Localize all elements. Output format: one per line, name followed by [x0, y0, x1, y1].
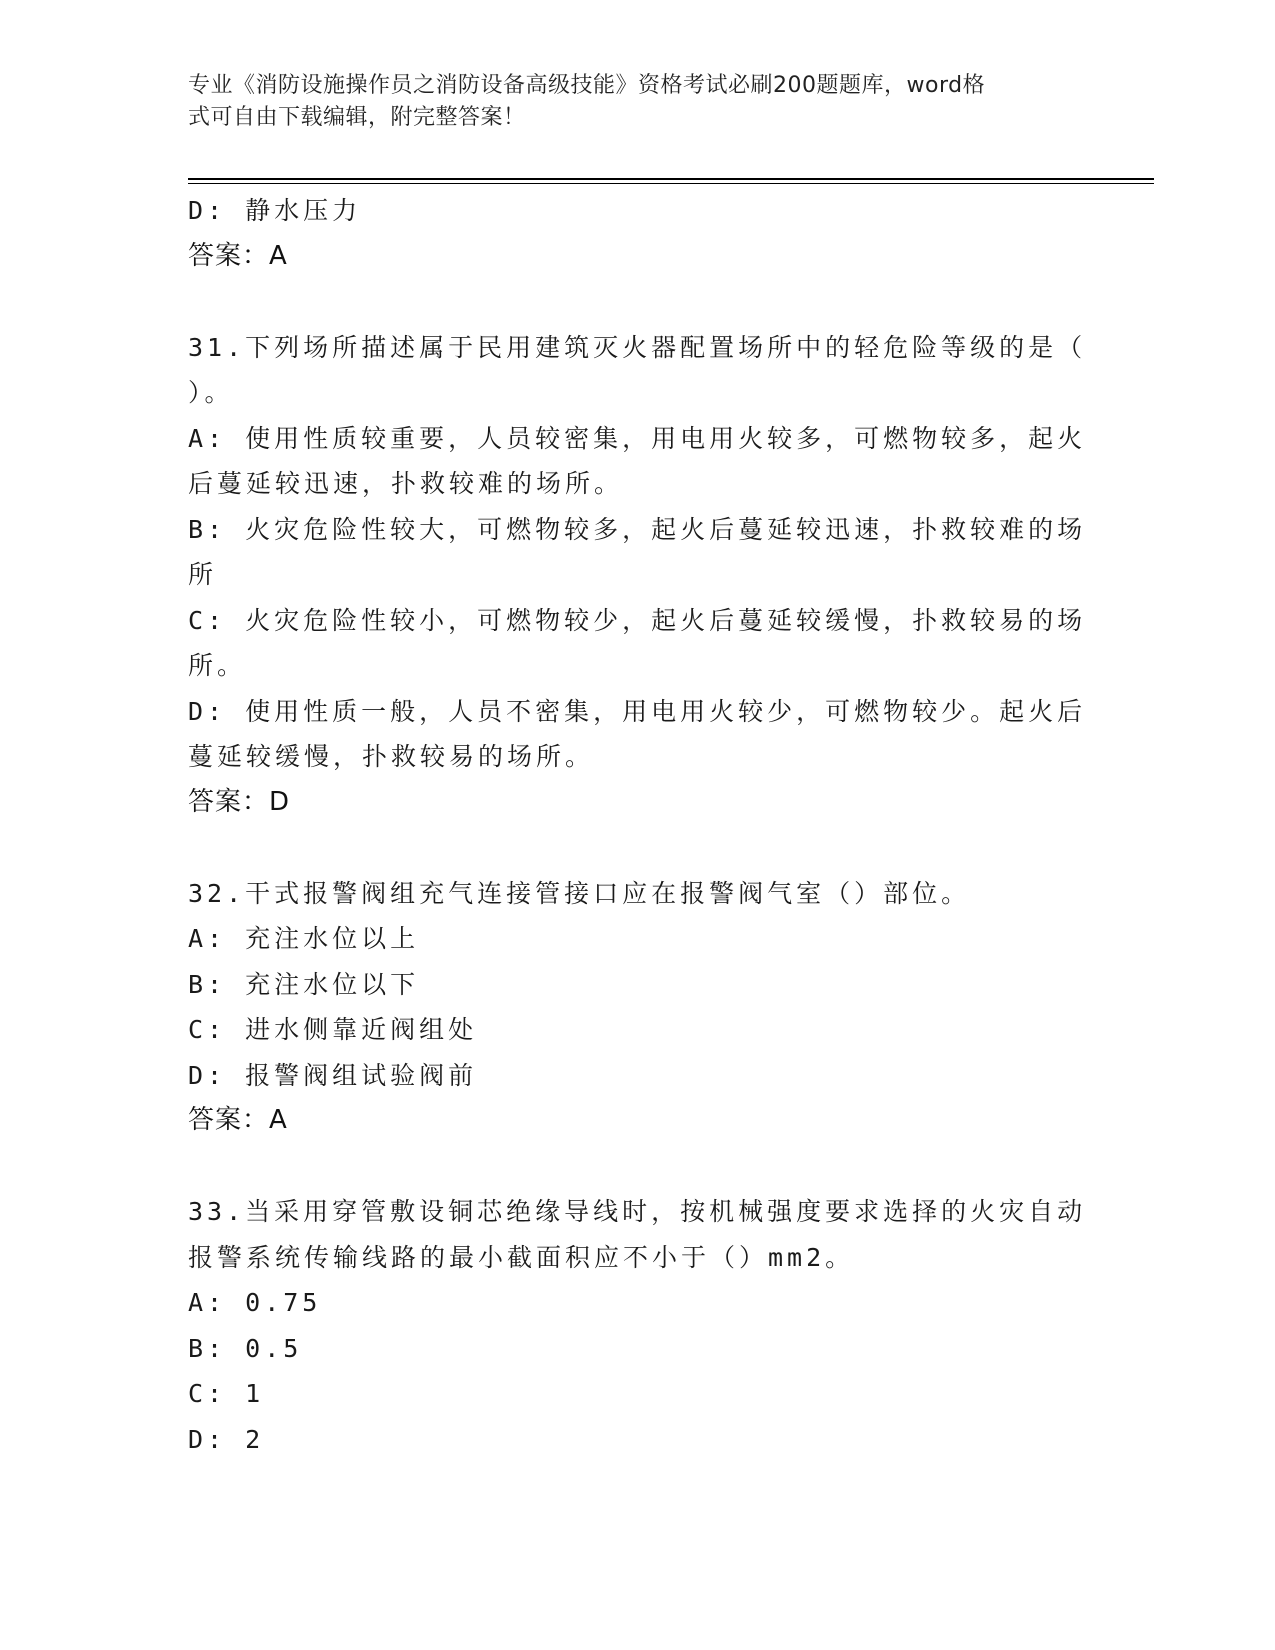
option-a: A: 使用性质较重要，人员较密集，用电用火较多，可燃物较多，起火	[188, 423, 1087, 453]
answer-label: 答案：A	[188, 240, 288, 271]
header-title-line-2: 式可自由下载编辑，附完整答案！	[188, 105, 526, 130]
question-33	[188, 1189, 1087, 1462]
option-a-continued: 后蔓延较迅速，扑救较难的场所。	[188, 469, 624, 498]
option-d: D: 使用性质一般，人员不密集，用电用火较少，可燃物较少。起火后	[188, 696, 1087, 726]
question-stem: 31.下列场所描述属于民用建筑灭火器配置场所中的轻危险等级的是（	[188, 332, 1087, 362]
option-a: A: 充注水位以上	[188, 924, 420, 953]
answer-label: 答案：D	[188, 786, 291, 817]
spacer	[188, 279, 1068, 325]
option-b: B: 0.5	[188, 1333, 303, 1363]
option-d: D: 2	[188, 1424, 265, 1454]
header-title-line-1: 专业《消防设施操作员之消防设备高级技能》资格考试必刷200题题库，word格	[188, 73, 986, 98]
option-c: C: 1	[188, 1379, 265, 1408]
spacer	[188, 825, 1068, 871]
header-rule-thick	[188, 178, 1154, 180]
question-32	[188, 871, 1068, 1144]
option-d: D: 报警阀组试验阀前	[188, 1060, 478, 1090]
option-d-continued: 蔓延较缓慢，扑救较易的场所。	[188, 742, 595, 771]
question-stem: 32.干式报警阀组充气连接管接口应在报警阀气室（）部位。	[188, 878, 971, 908]
option-c: C: 进水侧靠近阀组处	[188, 1015, 478, 1044]
question-stem-continued: ）。	[188, 378, 234, 407]
question-content	[188, 188, 1087, 1462]
option-c: C: 火灾危险性较小，可燃物较少，起火后蔓延较缓慢，扑救较易的场	[188, 605, 1087, 635]
option-b-continued: 所	[188, 560, 218, 589]
header-rule-thin	[188, 183, 1154, 184]
question-stem: 33.当采用穿管敷设铜芯绝缘导线时，按机械强度要求选择的火灾自动	[188, 1197, 1087, 1226]
answer-label: 答案：A	[188, 1105, 288, 1135]
option-b: B: 火灾危险性较大，可燃物较多，起火后蔓延较迅速，扑救较难的场	[188, 514, 1087, 544]
option-d: D: 静水压力	[188, 196, 362, 225]
option-c-continued: 所。	[188, 651, 247, 680]
question-stem-continued: 报警系统传输线路的最小截面积应不小于（）mm2。	[188, 1242, 855, 1272]
option-b: B: 充注水位以下	[188, 969, 420, 999]
document-header	[188, 70, 1068, 134]
question-31	[188, 325, 1087, 826]
option-a: A: 0.75	[188, 1288, 322, 1317]
previous-question-tail	[188, 188, 1068, 279]
spacer	[188, 1144, 1068, 1190]
